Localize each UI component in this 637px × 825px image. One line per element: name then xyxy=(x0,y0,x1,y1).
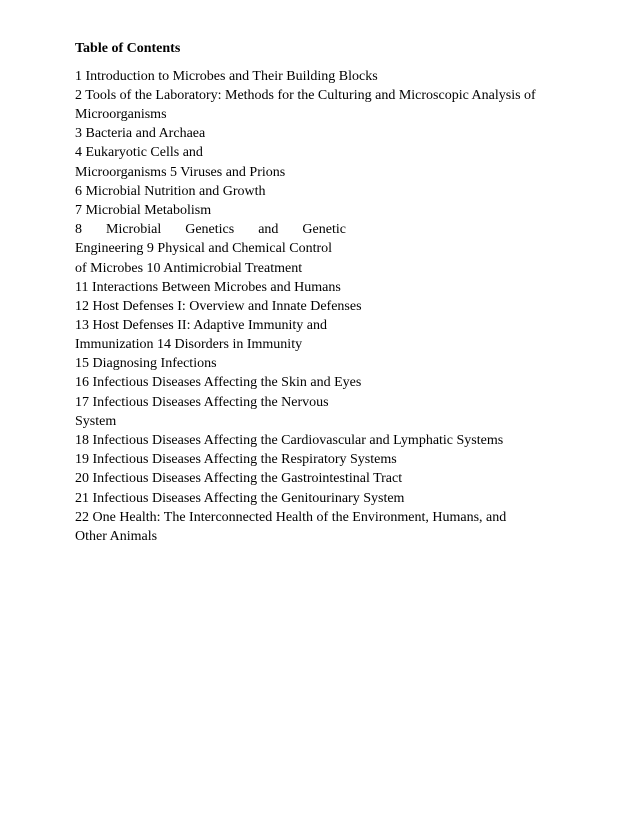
toc-line-21: 21 Infectious Diseases Affecting the Genitourinary System xyxy=(75,491,405,506)
toc-line-4: 4 Eukaryotic Cells and xyxy=(75,145,203,160)
toc-line-12: 12 Host Defenses I: Overview and Innate Defenses xyxy=(75,299,362,314)
toc-line-13-14: Immunization 14 Disorders in Immunity xyxy=(75,337,303,352)
toc-line-8-word: Genetic xyxy=(302,222,346,237)
toc-line-7: 7 Microbial Metabolism xyxy=(75,203,212,218)
toc-line-22-cont: Other Animals xyxy=(75,529,158,544)
toc-heading: Table of Contents xyxy=(75,41,181,56)
toc-line-2: 2 Tools of the Laboratory: Methods for the Culturing and Microscopic Analysis of xyxy=(75,88,536,103)
toc-line-15: 15 Diagnosing Infections xyxy=(75,356,217,371)
toc-line-18: 18 Infectious Diseases Affecting the Cardiovascular and Lymphatic Systems xyxy=(75,433,504,448)
toc-line-22: 22 One Health: The Interconnected Health of the Environment, Humans, and xyxy=(75,510,507,525)
toc-line-9-10: of Microbes 10 Antimicrobial Treatment xyxy=(75,261,303,276)
toc-line-6: 6 Microbial Nutrition and Growth xyxy=(75,184,266,199)
toc-line-8-word: Genetics xyxy=(185,222,235,237)
toc-line-4-5: Microorganisms 5 Viruses and Prions xyxy=(75,165,286,180)
toc-line-2-cont: Microorganisms xyxy=(75,107,167,122)
toc-line-16: 16 Infectious Diseases Affecting the Skin and Eyes xyxy=(75,375,362,390)
toc-line-17: 17 Infectious Diseases Affecting the Nervous xyxy=(75,395,329,410)
toc-line-11: 11 Interactions Between Microbes and Humans xyxy=(75,280,341,295)
toc-line-20: 20 Infectious Diseases Affecting the Gastrointestinal Tract xyxy=(75,471,403,486)
toc-line-13: 13 Host Defenses II: Adaptive Immunity and xyxy=(75,318,327,333)
toc-line-8-word: 8 xyxy=(75,222,82,237)
toc-line-8-9: Engineering 9 Physical and Chemical Control xyxy=(75,241,333,256)
toc-line-3: 3 Bacteria and Archaea xyxy=(75,126,206,141)
toc-line-8-word: Microbial xyxy=(106,222,162,237)
toc-line-19: 19 Infectious Diseases Affecting the Respiratory Systems xyxy=(75,452,397,467)
toc-line-17-cont: System xyxy=(75,414,117,429)
toc-line-8 xyxy=(75,220,346,239)
toc-line-8-word: and xyxy=(258,222,279,237)
toc-line-1: 1 Introduction to Microbes and Their Building Blocks xyxy=(75,69,378,84)
